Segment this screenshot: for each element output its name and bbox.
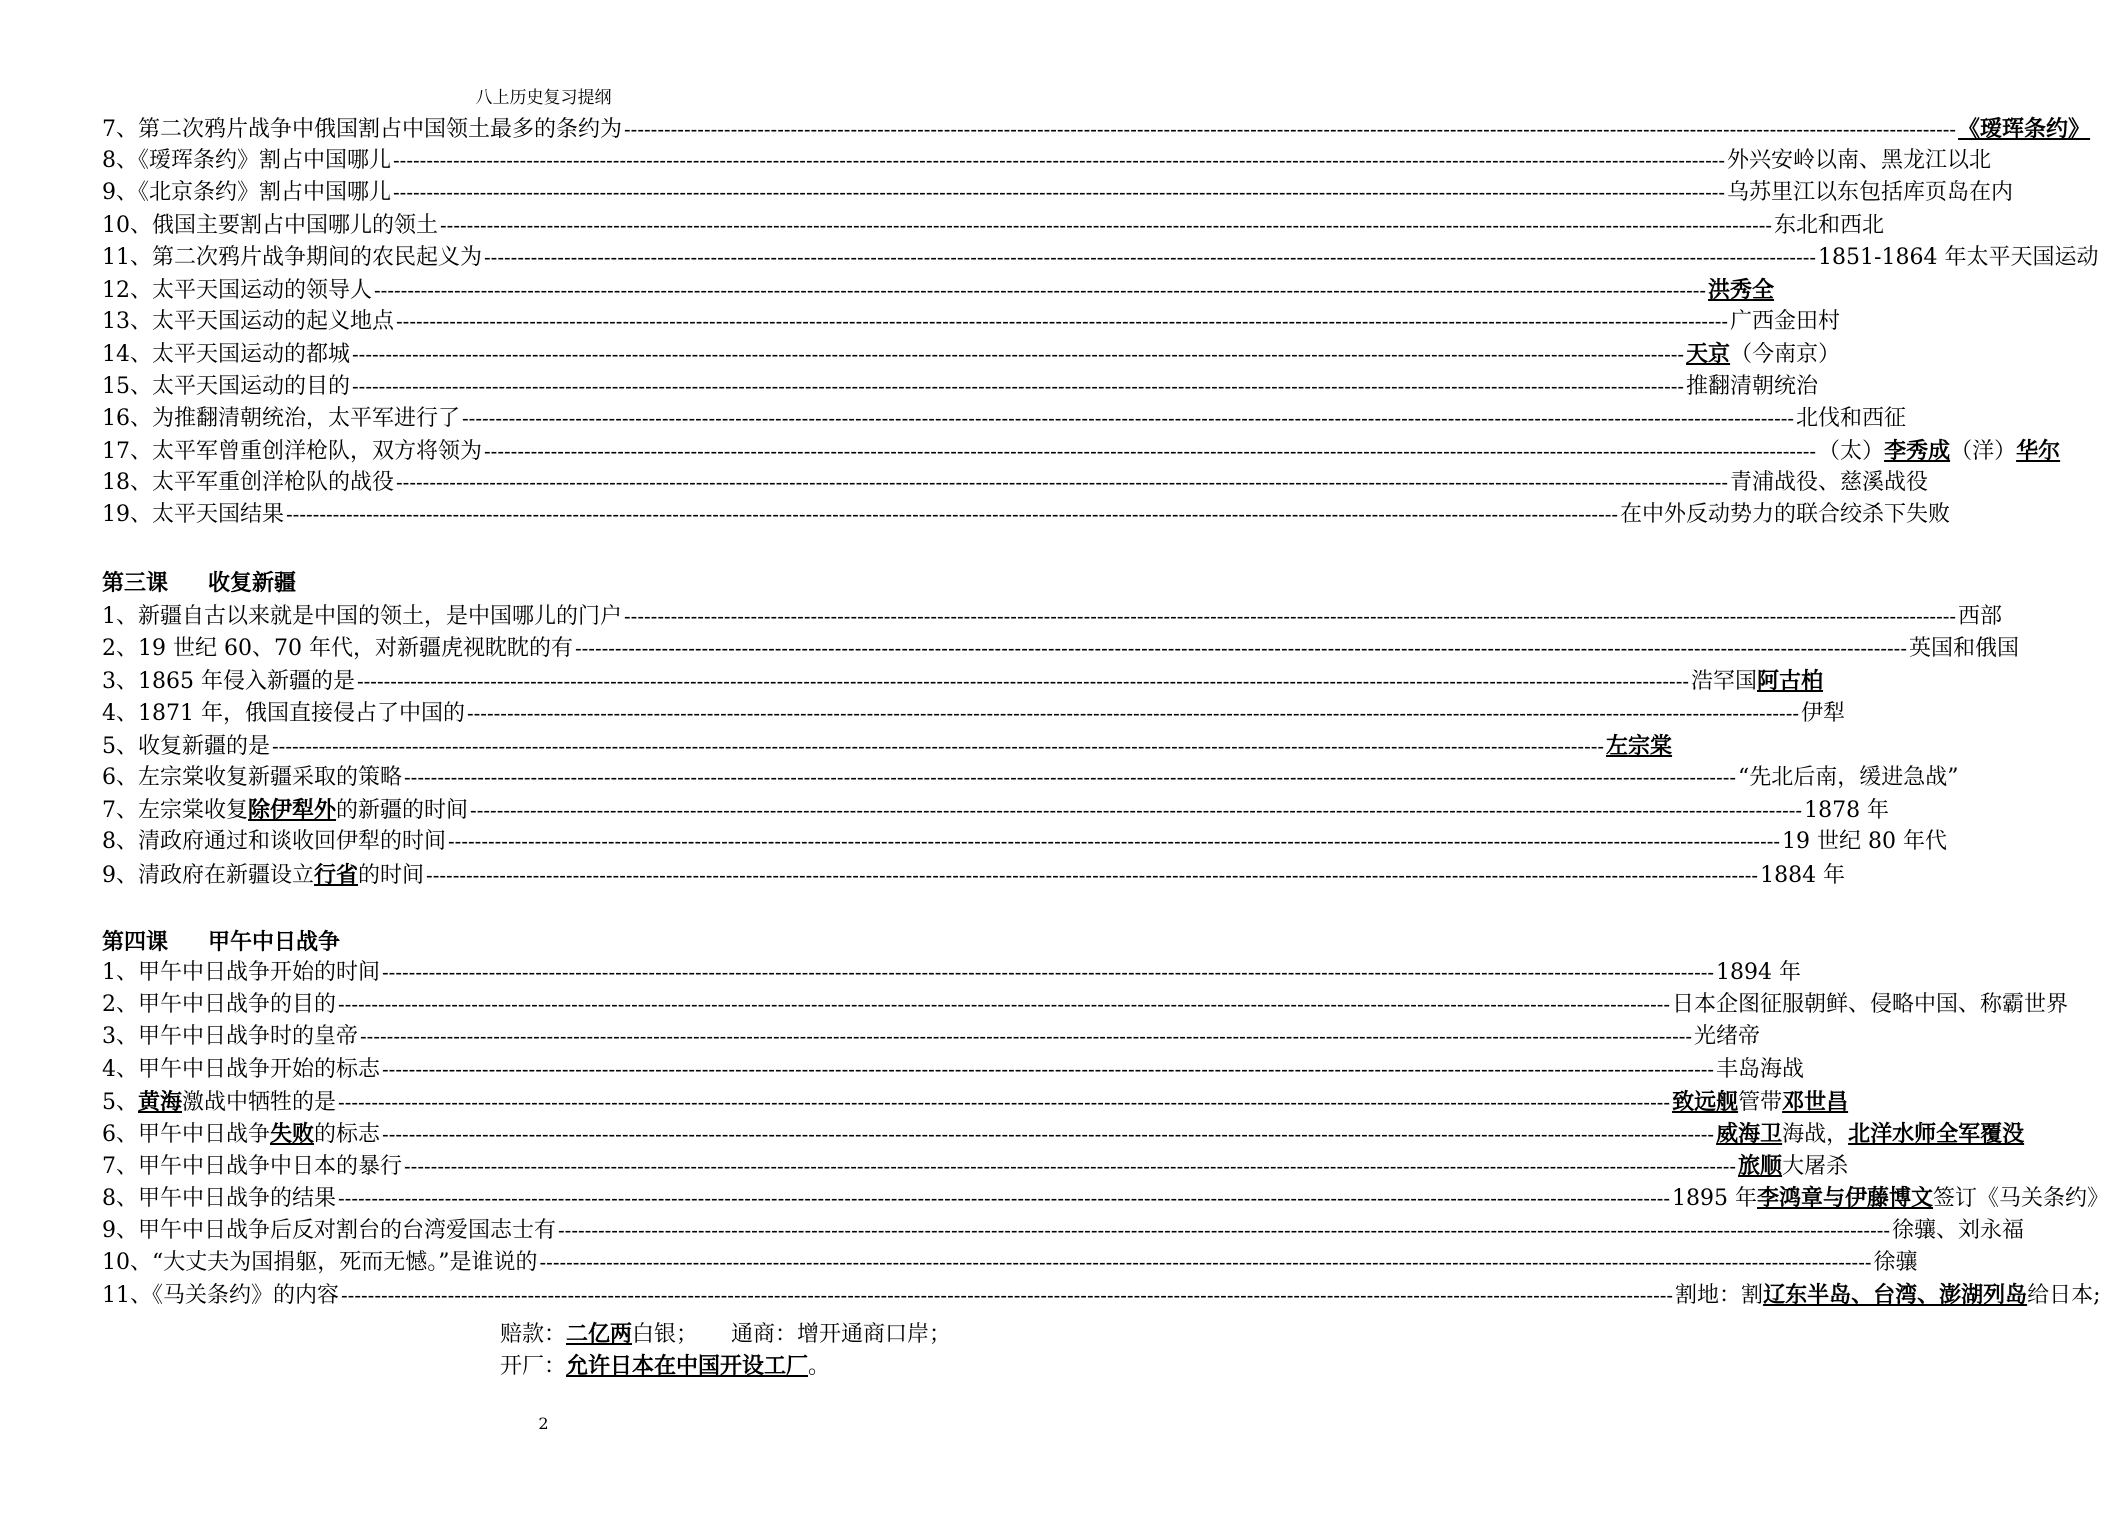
item-number: 11、 xyxy=(102,244,152,270)
question-part: “大丈夫为国捐躯，死而无憾。”是谁说的 xyxy=(152,1249,538,1275)
question-text xyxy=(102,1215,556,1247)
lesson4-item xyxy=(102,1247,1918,1279)
lesson3-title: 收复新疆 xyxy=(208,570,297,596)
leader-dashes: -------------------------------------------------------------------------------------------------------------------------------------------------------------------------------------------------------- xyxy=(624,606,1957,628)
question-text xyxy=(102,1280,339,1312)
answer-segment: 洪秀全 xyxy=(1708,277,1775,303)
item-number: 7、 xyxy=(102,1154,138,1180)
item-number: 10、 xyxy=(102,1249,152,1275)
question-part: 左宗棠收复 xyxy=(138,798,249,824)
question-part: 《马关条约》的内容 xyxy=(152,1283,340,1308)
question-part: 甲午中日战争 xyxy=(138,1122,271,1147)
leader-dashes: -------------------------------------------------------------------------------------------------------------------------------------------------------------------------------------------------------- xyxy=(360,1026,1693,1049)
answer-segment: 英国和俄国 xyxy=(1909,636,2020,662)
answer-text xyxy=(1620,499,1950,531)
question-part: 的标志 xyxy=(314,1122,381,1147)
answer-text xyxy=(1606,730,1672,763)
answer-text xyxy=(1686,338,1840,371)
question-text xyxy=(102,666,355,698)
leader-dashes: -------------------------------------------------------------------------------------------------------------------------------------------------------------------------------------------------------- xyxy=(272,735,1605,758)
answer-segment: 李秀成 xyxy=(1884,438,1951,464)
question-text xyxy=(102,698,465,730)
leader-dashes: -------------------------------------------------------------------------------------------------------------------------------------------------------------------------------------------------------- xyxy=(539,1251,1872,1274)
lesson3-item xyxy=(102,698,1846,730)
page-number: 2 xyxy=(538,1414,549,1433)
answer-segment: （洋） xyxy=(1950,439,2017,464)
leader-dashes: -------------------------------------------------------------------------------------------------------------------------------------------------------------------------------------------------------- xyxy=(558,1219,1891,1242)
question-text xyxy=(102,601,622,633)
question-text xyxy=(102,306,394,338)
question-text xyxy=(102,1054,380,1086)
leader-dashes: -------------------------------------------------------------------------------------------------------------------------------------------------------------------------------------------------------- xyxy=(382,962,1715,984)
answer-segment: 北伐和西征 xyxy=(1796,405,1907,431)
question-text xyxy=(102,957,380,989)
question-part: 《瑷珲条约》割占中国哪儿 xyxy=(138,148,392,174)
answer-segment: 威海卫 xyxy=(1716,1121,1783,1147)
answer-segment: 给日本; xyxy=(2027,1283,2101,1308)
question-text xyxy=(102,403,460,435)
item-number: 1、 xyxy=(102,960,138,985)
item-number: 7、 xyxy=(102,117,138,142)
question-text xyxy=(102,114,622,146)
leader-dashes: -------------------------------------------------------------------------------------------------------------------------------------------------------------------------------------------------------- xyxy=(356,671,1690,694)
lesson4-item xyxy=(102,957,1802,989)
question-part: 甲午中日战争时的皇帝 xyxy=(138,1024,359,1050)
question-text xyxy=(102,275,372,307)
question-part: 收复新疆的是 xyxy=(138,733,271,759)
lesson3-number: 第三课 xyxy=(102,570,169,596)
item-number: 3、 xyxy=(102,669,138,695)
lesson3-item xyxy=(102,859,1846,891)
question-part: 太平天国结果 xyxy=(152,502,285,528)
lesson3-heading xyxy=(102,567,296,599)
item-number: 9、 xyxy=(102,1217,138,1243)
lesson3-item xyxy=(102,665,1824,697)
answer-segment: 19 世纪 80 年代 xyxy=(1782,829,1948,855)
answer-text xyxy=(1958,113,2090,146)
part1-item xyxy=(102,403,1907,435)
leader-dashes: -------------------------------------------------------------------------------------------------------------------------------------------------------------------------------------------------------- xyxy=(352,344,1685,367)
question-part: 1871 年，俄国直接侵占了中国的 xyxy=(138,700,465,726)
leader-dashes: -------------------------------------------------------------------------------------------------------------------------------------------------------------------------------------------------------- xyxy=(338,994,1671,1017)
lesson3-item xyxy=(102,730,1673,762)
question-text xyxy=(102,467,394,499)
part1-item xyxy=(102,371,1819,403)
answer-text xyxy=(1730,467,1928,499)
question-part: 太平天国运动的领导人 xyxy=(152,278,373,303)
lesson3-item xyxy=(102,826,1948,858)
question-text xyxy=(102,794,468,827)
answer-segment: 北洋水师全军覆没 xyxy=(1848,1121,2025,1147)
leader-dashes: -------------------------------------------------------------------------------------------------------------------------------------------------------------------------------------------------------- xyxy=(624,119,1957,141)
treaty-segment: 允许日本在中国开设工厂 xyxy=(566,1353,809,1379)
part1-item xyxy=(102,145,1992,177)
lesson3-item xyxy=(102,794,1890,826)
part1-item xyxy=(102,177,2014,209)
answer-text xyxy=(1727,177,2013,209)
answer-text xyxy=(1672,1086,1848,1119)
answer-text xyxy=(1727,145,1991,177)
answer-text xyxy=(1672,989,2068,1021)
leader-dashes: -------------------------------------------------------------------------------------------------------------------------------------------------------------------------------------------------------- xyxy=(440,214,1773,237)
leader-dashes: -------------------------------------------------------------------------------------------------------------------------------------------------------------------------------------------------------- xyxy=(426,864,1759,887)
question-text xyxy=(102,1021,358,1053)
question-part: 甲午中日战争的结果 xyxy=(138,1186,337,1212)
question-text xyxy=(102,145,391,177)
answer-segment: 光绪帝 xyxy=(1694,1024,1761,1050)
item-number: 1、 xyxy=(102,604,138,629)
item-number: 8、 xyxy=(102,829,138,855)
treaty-segment: 白银； 通商：增开通商口岸； xyxy=(632,1322,952,1347)
treaty-content-line-3 xyxy=(500,1350,830,1383)
item-number: 8、 xyxy=(102,1186,138,1212)
answer-segment: 1895 年 xyxy=(1672,1186,1758,1212)
part1-item xyxy=(102,242,2099,274)
answer-segment: 天京 xyxy=(1686,341,1731,368)
treaty-segment: 。 xyxy=(808,1354,831,1379)
answer-segment: 《瑷珲条约》 xyxy=(1958,116,2091,142)
lesson4-item xyxy=(102,1150,1849,1182)
question-text xyxy=(102,210,438,242)
answer-text xyxy=(1738,762,1959,794)
part1-item xyxy=(102,499,1951,531)
lesson4-heading xyxy=(102,926,340,958)
treaty-segment: 开厂： xyxy=(500,1354,567,1379)
question-text xyxy=(102,371,350,403)
leader-dashes: -------------------------------------------------------------------------------------------------------------------------------------------------------------------------------------------------------- xyxy=(338,1091,1671,1114)
part1-item xyxy=(102,435,2061,467)
lesson3-item xyxy=(102,762,1959,794)
item-number: 11、 xyxy=(102,1283,152,1308)
question-text xyxy=(102,242,482,274)
answer-text xyxy=(1738,1150,1848,1183)
lesson4-item xyxy=(102,989,2069,1021)
question-keyword: 行省 xyxy=(314,861,359,888)
part1-item xyxy=(102,306,1841,338)
item-number: 19、 xyxy=(102,502,152,528)
answer-segment: 大屠杀 xyxy=(1782,1154,1849,1180)
item-number: 13、 xyxy=(102,309,152,335)
part1-item xyxy=(102,113,2091,145)
question-text xyxy=(102,1183,336,1215)
leader-dashes: -------------------------------------------------------------------------------------------------------------------------------------------------------------------------------------------------------- xyxy=(396,472,1729,495)
item-number: 2、 xyxy=(102,992,138,1018)
answer-segment: “先北后南，缓进急战” xyxy=(1738,765,1959,790)
answer-text xyxy=(1730,306,1840,338)
answer-text xyxy=(1716,957,1801,989)
question-text xyxy=(102,1118,380,1151)
answer-segment: 外兴安岭以南、黑龙江以北 xyxy=(1727,148,1992,174)
question-text xyxy=(102,633,573,665)
answer-segment: 丰岛海战 xyxy=(1716,1056,1805,1082)
answer-text xyxy=(1782,826,1947,858)
lesson4-item xyxy=(102,1215,2025,1247)
answer-text xyxy=(1958,601,2002,633)
leader-dashes: -------------------------------------------------------------------------------------------------------------------------------------------------------------------------------------------------------- xyxy=(466,702,1800,725)
answer-text xyxy=(1774,210,1884,242)
leader-dashes: -------------------------------------------------------------------------------------------------------------------------------------------------------------------------------------------------------- xyxy=(484,441,1817,463)
answer-segment: 青浦战役、慈溪战役 xyxy=(1730,470,1929,496)
lesson3-item xyxy=(102,633,2020,665)
answer-segment: 1851-1864 年太平天国运动 xyxy=(1818,244,2099,270)
answer-segment: 浩罕国 xyxy=(1691,669,1758,695)
question-text xyxy=(102,1247,538,1279)
part1-item xyxy=(102,338,1841,370)
question-keyword: 失败 xyxy=(270,1121,315,1147)
question-text xyxy=(102,499,284,531)
item-number: 6、 xyxy=(102,1122,138,1147)
answer-text xyxy=(1818,435,2060,468)
leader-dashes: -------------------------------------------------------------------------------------------------------------------------------------------------------------------------------------------------------- xyxy=(396,311,1729,334)
answer-text xyxy=(1675,1279,2100,1312)
question-part: 太平军重创洋枪队的战役 xyxy=(152,470,395,496)
question-part: 的新疆的时间 xyxy=(336,798,469,824)
question-part: 甲午中日战争后反对割台的台湾爱国志士有 xyxy=(138,1217,557,1243)
answer-segment: 在中外反动势力的联合绞杀下失败 xyxy=(1620,502,1951,528)
question-part: 清政府通过和谈收回伊犁的时间 xyxy=(138,829,447,855)
answer-segment: 东北和西北 xyxy=(1774,212,1885,238)
leader-dashes: -------------------------------------------------------------------------------------------------------------------------------------------------------------------------------------------------------- xyxy=(341,1285,1674,1307)
item-number: 9、 xyxy=(102,180,138,206)
question-part: 的时间 xyxy=(358,862,425,888)
answer-segment: 海战， xyxy=(1782,1122,1849,1147)
answer-text xyxy=(1691,665,1823,698)
answer-segment: 左宗棠 xyxy=(1606,732,1673,759)
leader-dashes: -------------------------------------------------------------------------------------------------------------------------------------------------------------------------------------------------------- xyxy=(338,1188,1671,1211)
answer-segment: 推翻清朝统治 xyxy=(1686,373,1819,399)
item-number: 4、 xyxy=(102,700,138,726)
leader-dashes: -------------------------------------------------------------------------------------------------------------------------------------------------------------------------------------------------------- xyxy=(374,280,1707,302)
leader-dashes: -------------------------------------------------------------------------------------------------------------------------------------------------------------------------------------------------------- xyxy=(404,767,1737,789)
answer-segment: 旅顺 xyxy=(1738,1153,1783,1180)
lesson4-item xyxy=(102,1182,2109,1214)
answer-text xyxy=(1804,795,1889,827)
answer-segment: 致远舰 xyxy=(1672,1088,1739,1115)
answer-segment: 邓世昌 xyxy=(1782,1088,1849,1115)
answer-segment: 辽东半岛、台湾、澎湖列岛 xyxy=(1763,1282,2028,1308)
leader-dashes: -------------------------------------------------------------------------------------------------------------------------------------------------------------------------------------------------------- xyxy=(286,504,1619,527)
answer-segment: 广西金田村 xyxy=(1730,309,1841,335)
page-header: 八上历史复习提纲 xyxy=(475,88,612,108)
answer-text xyxy=(1796,403,1906,435)
question-text xyxy=(102,1086,336,1119)
question-part: 太平天国运动的起义地点 xyxy=(152,309,395,335)
lesson4-title: 甲午中日战争 xyxy=(208,929,341,955)
answer-text xyxy=(1874,1247,1918,1279)
answer-text xyxy=(1760,860,1845,892)
question-part: 新疆自古以来就是中国的领土，是中国哪儿的门户 xyxy=(138,604,623,629)
question-text xyxy=(102,762,402,794)
answer-text xyxy=(1909,633,2019,665)
item-number: 10、 xyxy=(102,212,152,238)
item-number: 8、 xyxy=(102,148,138,174)
question-part: 清政府在新疆设立 xyxy=(138,862,315,888)
leader-dashes: -------------------------------------------------------------------------------------------------------------------------------------------------------------------------------------------------------- xyxy=(382,1058,1715,1081)
question-part: 太平天国运动的目的 xyxy=(152,373,351,399)
answer-text xyxy=(1892,1215,2024,1247)
question-part: 激战中牺牲的是 xyxy=(182,1089,337,1115)
item-number: 9、 xyxy=(102,862,138,888)
question-part: 第二次鸦片战争期间的农民起义为 xyxy=(152,244,483,270)
answer-segment: （太） xyxy=(1818,439,1885,464)
part1-item xyxy=(102,210,1885,242)
question-part: 第二次鸦片战争中俄国割占中国领土最多的条约为 xyxy=(138,117,623,142)
leader-dashes: -------------------------------------------------------------------------------------------------------------------------------------------------------------------------------------------------------- xyxy=(574,638,1907,661)
leader-dashes: -------------------------------------------------------------------------------------------------------------------------------------------------------------------------------------------------------- xyxy=(462,407,1795,430)
item-number: 5、 xyxy=(102,733,138,759)
answer-text xyxy=(1686,371,1818,403)
leader-dashes: -------------------------------------------------------------------------------------------------------------------------------------------------------------------------------------------------------- xyxy=(470,800,1803,823)
item-number: 18、 xyxy=(102,470,152,496)
question-part: 太平天国运动的都城 xyxy=(152,342,351,368)
item-number: 7、 xyxy=(102,798,138,824)
question-keyword: 除伊犁外 xyxy=(248,797,337,824)
item-number: 16、 xyxy=(102,405,152,431)
question-part: 1865 年侵入新疆的是 xyxy=(138,669,355,695)
leader-dashes: -------------------------------------------------------------------------------------------------------------------------------------------------------------------------------------------------------- xyxy=(404,1156,1737,1179)
answer-text xyxy=(1716,1054,1804,1086)
question-text xyxy=(102,859,424,892)
item-number: 12、 xyxy=(102,278,152,303)
answer-text xyxy=(1818,242,2098,274)
answer-segment: 徐骧、刘永福 xyxy=(1892,1217,2025,1243)
answer-segment: （今南京） xyxy=(1730,342,1841,368)
answer-segment: 签订《马关条约》 xyxy=(1933,1186,2109,1212)
question-part: 为推翻清朝统治，太平军进行了 xyxy=(152,405,461,431)
answer-segment: 阿古柏 xyxy=(1757,668,1824,695)
question-part: 甲午中日战争开始的标志 xyxy=(138,1056,381,1082)
answer-text xyxy=(1694,1021,1760,1053)
question-text xyxy=(102,731,270,763)
lesson4-item xyxy=(102,1279,2101,1311)
answer-segment: 李鸿章与伊藤博文 xyxy=(1757,1185,1934,1212)
question-part: 左宗棠收复新疆采取的策略 xyxy=(138,765,403,790)
question-part: 太平军曾重创洋枪队，双方将领为 xyxy=(152,439,483,464)
lesson4-item xyxy=(102,1086,1849,1118)
question-text xyxy=(102,436,482,468)
question-text xyxy=(102,339,350,371)
answer-segment: 徐骧 xyxy=(1873,1249,1918,1275)
question-part: 19 世纪 60、70 年代，对新疆虎视眈眈的有 xyxy=(138,636,573,662)
treaty-segment: 赔款： xyxy=(500,1322,567,1347)
leader-dashes: -------------------------------------------------------------------------------------------------------------------------------------------------------------------------------------------------------- xyxy=(393,182,1726,205)
answer-text xyxy=(1708,274,1774,307)
leader-dashes: -------------------------------------------------------------------------------------------------------------------------------------------------------------------------------------------------------- xyxy=(382,1124,1715,1146)
treaty-segment: 二亿两 xyxy=(566,1321,633,1347)
part1-item xyxy=(102,467,1929,499)
question-part: 甲午中日战争的目的 xyxy=(138,992,337,1018)
item-number: 15、 xyxy=(102,373,152,399)
leader-dashes: -------------------------------------------------------------------------------------------------------------------------------------------------------------------------------------------------------- xyxy=(484,246,1817,269)
leader-dashes: -------------------------------------------------------------------------------------------------------------------------------------------------------------------------------------------------------- xyxy=(448,831,1781,854)
question-text xyxy=(102,989,336,1021)
item-number: 2、 xyxy=(102,636,138,662)
lesson3-item xyxy=(102,601,2003,633)
item-number: 5、 xyxy=(102,1089,138,1115)
answer-text xyxy=(1716,1118,2024,1151)
question-text xyxy=(102,177,391,209)
question-part: 甲午中日战争开始的时间 xyxy=(138,960,381,985)
lesson4-item xyxy=(102,1021,1761,1053)
lesson4-item xyxy=(102,1118,2025,1150)
item-number: 17、 xyxy=(102,439,152,464)
item-number: 3、 xyxy=(102,1024,138,1050)
question-part: 《北京条约》割占中国哪儿 xyxy=(138,180,392,206)
lesson4-item xyxy=(102,1054,1805,1086)
answer-segment: 西部 xyxy=(1958,604,2003,629)
item-number: 6、 xyxy=(102,765,138,790)
question-keyword: 黄海 xyxy=(138,1088,183,1115)
answer-segment: 1878 年 xyxy=(1804,798,1890,824)
leader-dashes: -------------------------------------------------------------------------------------------------------------------------------------------------------------------------------------------------------- xyxy=(393,150,1726,173)
answer-segment: 管带 xyxy=(1738,1089,1783,1115)
item-number: 14、 xyxy=(102,342,152,368)
question-part: 俄国主要割占中国哪儿的领土 xyxy=(152,212,439,238)
answer-segment: 1884 年 xyxy=(1760,862,1846,888)
answer-segment: 日本企图征服朝鲜、侵略中国、称霸世界 xyxy=(1672,992,2069,1018)
answer-segment: 乌苏里江以东包括库页岛在内 xyxy=(1727,180,2014,206)
answer-segment: 伊犁 xyxy=(1801,700,1846,726)
leader-dashes: -------------------------------------------------------------------------------------------------------------------------------------------------------------------------------------------------------- xyxy=(352,375,1685,398)
answer-text xyxy=(1801,698,1845,730)
answer-text xyxy=(1672,1182,2109,1215)
item-number: 4、 xyxy=(102,1056,138,1082)
treaty-content-line-2 xyxy=(500,1318,951,1351)
question-text xyxy=(102,1151,402,1183)
answer-segment: 1894 年 xyxy=(1716,960,1802,985)
question-text xyxy=(102,826,446,858)
part1-item xyxy=(102,274,1775,306)
question-part: 甲午中日战争中日本的暴行 xyxy=(138,1154,403,1180)
answer-segment: 华尔 xyxy=(2016,438,2061,464)
lesson4-number: 第四课 xyxy=(102,929,169,955)
answer-segment: 割地：割 xyxy=(1675,1283,1764,1308)
